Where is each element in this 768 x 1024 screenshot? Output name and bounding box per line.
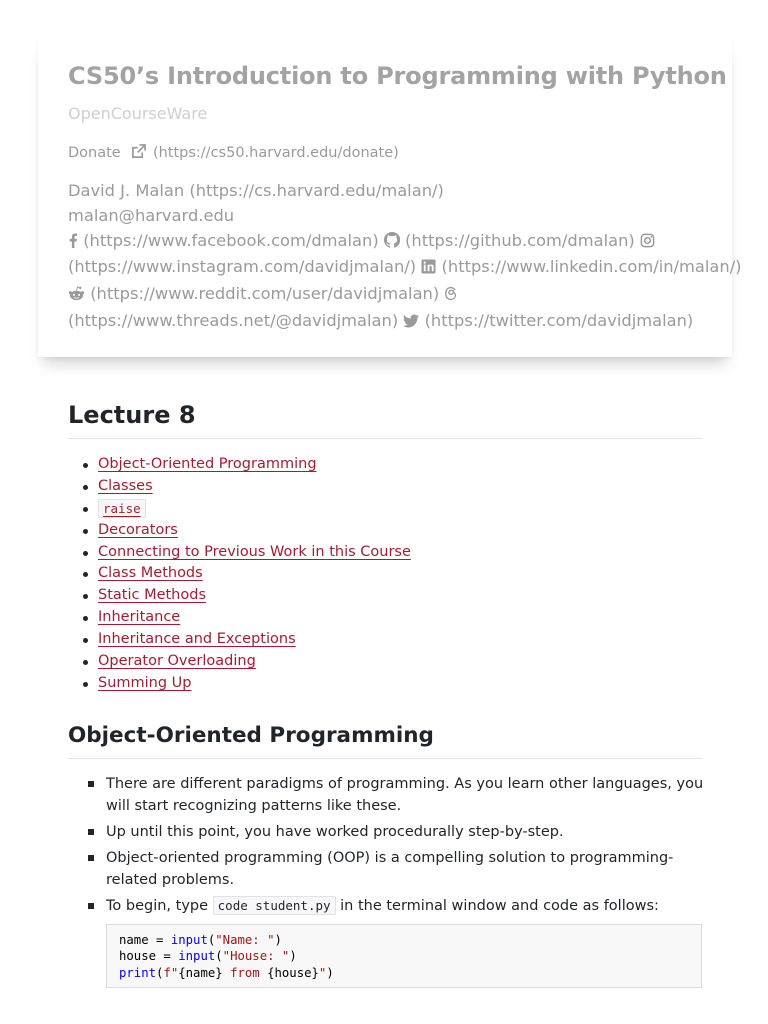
- code-token: from: [222, 965, 268, 980]
- donate-url[interactable]: (https://cs50.harvard.edu/donate): [152, 145, 399, 161]
- code-token: print: [119, 965, 157, 980]
- code-token: ": [318, 965, 327, 980]
- code-line: [119, 932, 689, 948]
- code-token: house =: [119, 949, 179, 964]
- opencourseware-label[interactable]: OpenCourseWare: [68, 104, 208, 123]
- bullet-item: Object-oriented programming (OOP) is a compelling solution to programming-related problems.: [106, 847, 706, 891]
- code-token: f": [163, 965, 179, 980]
- course-title[interactable]: CS50’s Introduction to Programming with Python: [68, 62, 727, 90]
- toc-link-classes[interactable]: Classes: [98, 477, 153, 494]
- social-line-1: [68, 229, 708, 256]
- twitter-link[interactable]: (https://twitter.com/davidjmalan): [424, 310, 694, 330]
- code-token: (: [207, 933, 216, 947]
- toc-item: [98, 651, 411, 673]
- code-token: "Name: ": [215, 933, 275, 947]
- toc-item: [98, 542, 411, 564]
- author-info: [68, 179, 742, 336]
- author-email[interactable]: malan@harvard.edu: [68, 205, 235, 225]
- toc-item: [98, 673, 411, 695]
- lecture-title: Lecture 8: [68, 401, 196, 429]
- code-token: name =: [119, 933, 171, 947]
- toc-item: [98, 563, 411, 585]
- section-title: Object-Oriented Programming: [68, 723, 434, 748]
- toc-link-decorators[interactable]: Decorators: [98, 521, 178, 538]
- code-token: {house}: [267, 965, 319, 980]
- github-link[interactable]: (https://github.com/dmalan): [405, 230, 635, 250]
- instagram-link[interactable]: (https://www.instagram.com/davidjmalan/): [68, 257, 417, 277]
- toc-link-inheritance[interactable]: Inheritance: [98, 609, 181, 626]
- toc-link-summing-up[interactable]: Summing Up: [98, 674, 192, 691]
- code-token: ): [274, 933, 282, 947]
- bullet-item: Up until this point, you have worked procedurally step-by-step.: [106, 821, 706, 843]
- facebook-link[interactable]: (https://www.facebook.com/dmalan): [83, 230, 379, 250]
- divider: [68, 438, 702, 439]
- toc-link-raise-code[interactable]: raise: [98, 499, 146, 518]
- toc-link-raise[interactable]: [98, 501, 146, 517]
- code-block[interactable]: [106, 924, 702, 988]
- bullet-item: There are different paradigms of programming. As you learn other languages, you will start recognizing patterns like these.: [106, 773, 706, 817]
- threads-link[interactable]: (https://www.threads.net/@davidjmalan): [68, 310, 399, 330]
- code-token: ): [326, 965, 334, 980]
- instagram-icon[interactable]: [640, 231, 655, 256]
- toc-item: [98, 629, 411, 651]
- threads-icon[interactable]: [444, 284, 458, 309]
- facebook-icon[interactable]: [68, 231, 78, 256]
- code-token: {name}: [178, 965, 223, 980]
- linkedin-icon[interactable]: [421, 257, 436, 282]
- toc-link-object-oriented-programming[interactable]: Object-Oriented Programming: [98, 456, 317, 472]
- divider: [68, 758, 702, 759]
- section-bullets: [106, 773, 706, 921]
- toc-item: [98, 607, 411, 629]
- bullet-text: To begin, type: [106, 898, 209, 914]
- donate-link[interactable]: Donate: [68, 145, 121, 161]
- code-token: input: [170, 933, 208, 947]
- code-token: (: [156, 965, 164, 980]
- bullet-text: in the terminal window and code as follows:: [340, 898, 659, 914]
- social-line-4: [68, 309, 708, 336]
- author-line[interactable]: David J. Malan (https://cs.harvard.edu/malan/): [68, 181, 444, 200]
- code-token: input: [178, 949, 216, 964]
- external-link-icon: [131, 144, 146, 163]
- toc-link-connecting[interactable]: Connecting to Previous Work in this Course: [98, 543, 411, 560]
- code-token: ): [289, 949, 297, 964]
- reddit-icon[interactable]: [68, 284, 85, 309]
- donate-row: [68, 144, 399, 163]
- code-line: [119, 965, 689, 981]
- code-line: [119, 948, 689, 964]
- table-of-contents: [98, 454, 411, 695]
- code-token: (: [215, 949, 223, 964]
- toc-item: [98, 476, 411, 498]
- toc-item: [98, 454, 411, 476]
- toc-item: [98, 498, 411, 520]
- toc-item: [98, 585, 411, 607]
- github-icon[interactable]: [384, 231, 400, 256]
- inline-code: code student.py: [213, 896, 336, 915]
- bullet-item: [106, 895, 706, 917]
- twitter-icon[interactable]: [403, 311, 419, 336]
- reddit-link[interactable]: (https://www.reddit.com/user/davidjmalan): [90, 284, 440, 304]
- linkedin-link[interactable]: (https://www.linkedin.com/in/malan/): [441, 257, 742, 277]
- toc-link-operator-overloading[interactable]: Operator Overloading: [98, 653, 256, 670]
- toc-item: [98, 520, 411, 542]
- toc-link-static-methods[interactable]: Static Methods: [98, 587, 207, 604]
- social-line-3: [68, 282, 708, 309]
- toc-link-inheritance-exceptions[interactable]: Inheritance and Exceptions: [98, 631, 296, 648]
- toc-link-class-methods[interactable]: Class Methods: [98, 565, 203, 582]
- social-line-2: [68, 255, 742, 282]
- code-token: "House: ": [222, 949, 290, 964]
- course-header: [38, 38, 742, 357]
